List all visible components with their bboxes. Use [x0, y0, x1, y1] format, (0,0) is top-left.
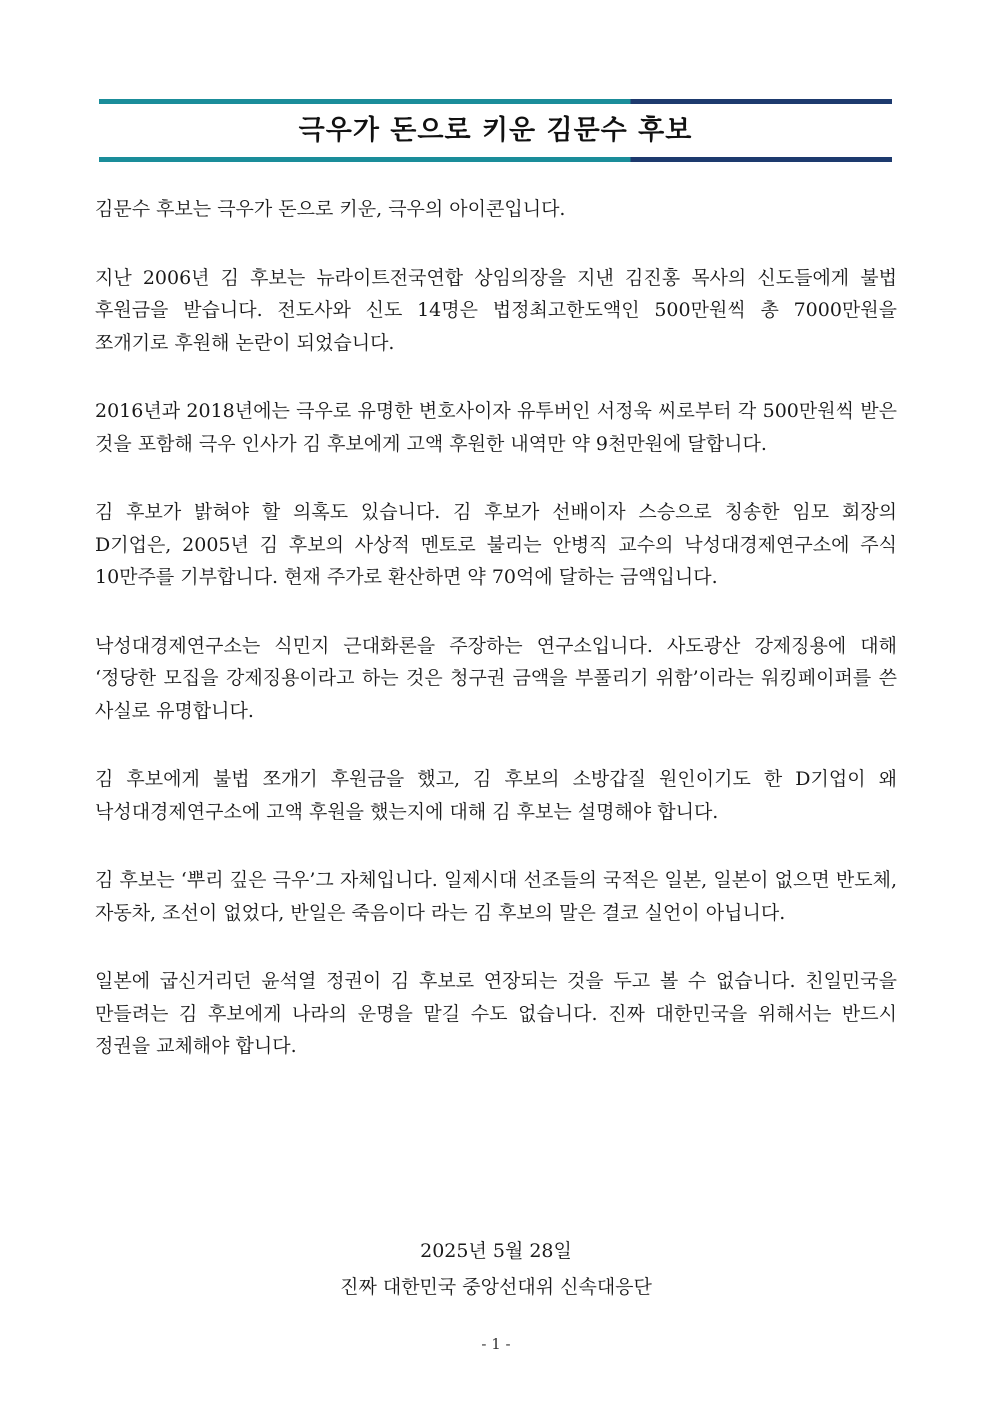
paragraph-3: 2016년과 2018년에는 극우로 유명한 변호사이자 유투버인 서정욱 씨로부터 각 500만원씩 받은 것을 포함해 극우 인사가 김 후보에게 고액 후원한 내역만 약 9천만원에 달합니다. [95, 400, 897, 455]
paragraph-6: 김 후보에게 불법 쪼개기 후원금을 했고, 김 후보의 소방갑질 원인이기도 한 D기업이 왜 낙성대경제연구소에 고액 후원을 했는지에 대해 김 후보는 설명해야 합니다. [95, 768, 897, 823]
page-number: - 1 - [481, 1335, 511, 1353]
paragraph-1: 김문수 후보는 극우가 돈으로 키운, 극우의 아이콘입니다. [95, 198, 566, 220]
paragraph-7: 김 후보는 ‘뿌리 깊은 극우’그 자체입니다. 일제시대 선조들의 국적은 일본, 일본이 없으면 반도체, 자동차, 조선이 없었다, 반일은 죽음이다 라는 김 후보의 말은 결코 실언이 아닙니다. [95, 869, 897, 924]
title-block [99, 99, 892, 163]
paragraph-8: 일본에 굽신거리던 윤석열 정권이 김 후보로 연장되는 것을 두고 볼 수 없습니다. 친일민국을 만들려는 김 후보에게 나라의 운명을 맡길 수도 없습니다. 진짜 대한민국을 위해서는 반드시 정권을 교체해야 합니다. [95, 970, 897, 1057]
document-date: 2025년 5월 28일 [420, 1240, 572, 1262]
document-title: 극우가 돈으로 키운 김문수 후보 [298, 115, 693, 146]
document-body [95, 193, 897, 1099]
issuing-organization: 진짜 대한민국 중앙선대위 신속대응단 [340, 1276, 652, 1298]
paragraph-4: 김 후보가 밝혀야 할 의혹도 있습니다. 김 후보가 선배이자 스승으로 칭송한 임모 회장의 D기업은, 2005년 김 후보의 사상적 멘토로 불리는 안병직 교수의 낙성대경제연구소에 주식 10만주를 기부합니다. 현재 주가로 환산하면 약 70억에 달하는 금액입니다. [95, 501, 897, 588]
paragraph-2: 지난 2006년 김 후보는 뉴라이트전국연합 상임의장을 지낸 김진홍 목사의 신도들에게 불법 후원금을 받습니다. 전도사와 신도 14명은 법정최고한도액인 500만원씩 총 7000만원을 쪼개기로 후원해 논란이 되었습니다. [95, 266, 897, 354]
title-bottom-rule [99, 157, 892, 162]
paragraph-5: 낙성대경제연구소는 식민지 근대화론을 주장하는 연구소입니다. 사도광산 강제징용에 대해 ‘정당한 모집을 강제징용이라고 하는 것은 청구권 금액을 부풀리기 위함’이라는 워킹페이퍼를 쓴 사실로 유명합니다. [95, 634, 897, 722]
